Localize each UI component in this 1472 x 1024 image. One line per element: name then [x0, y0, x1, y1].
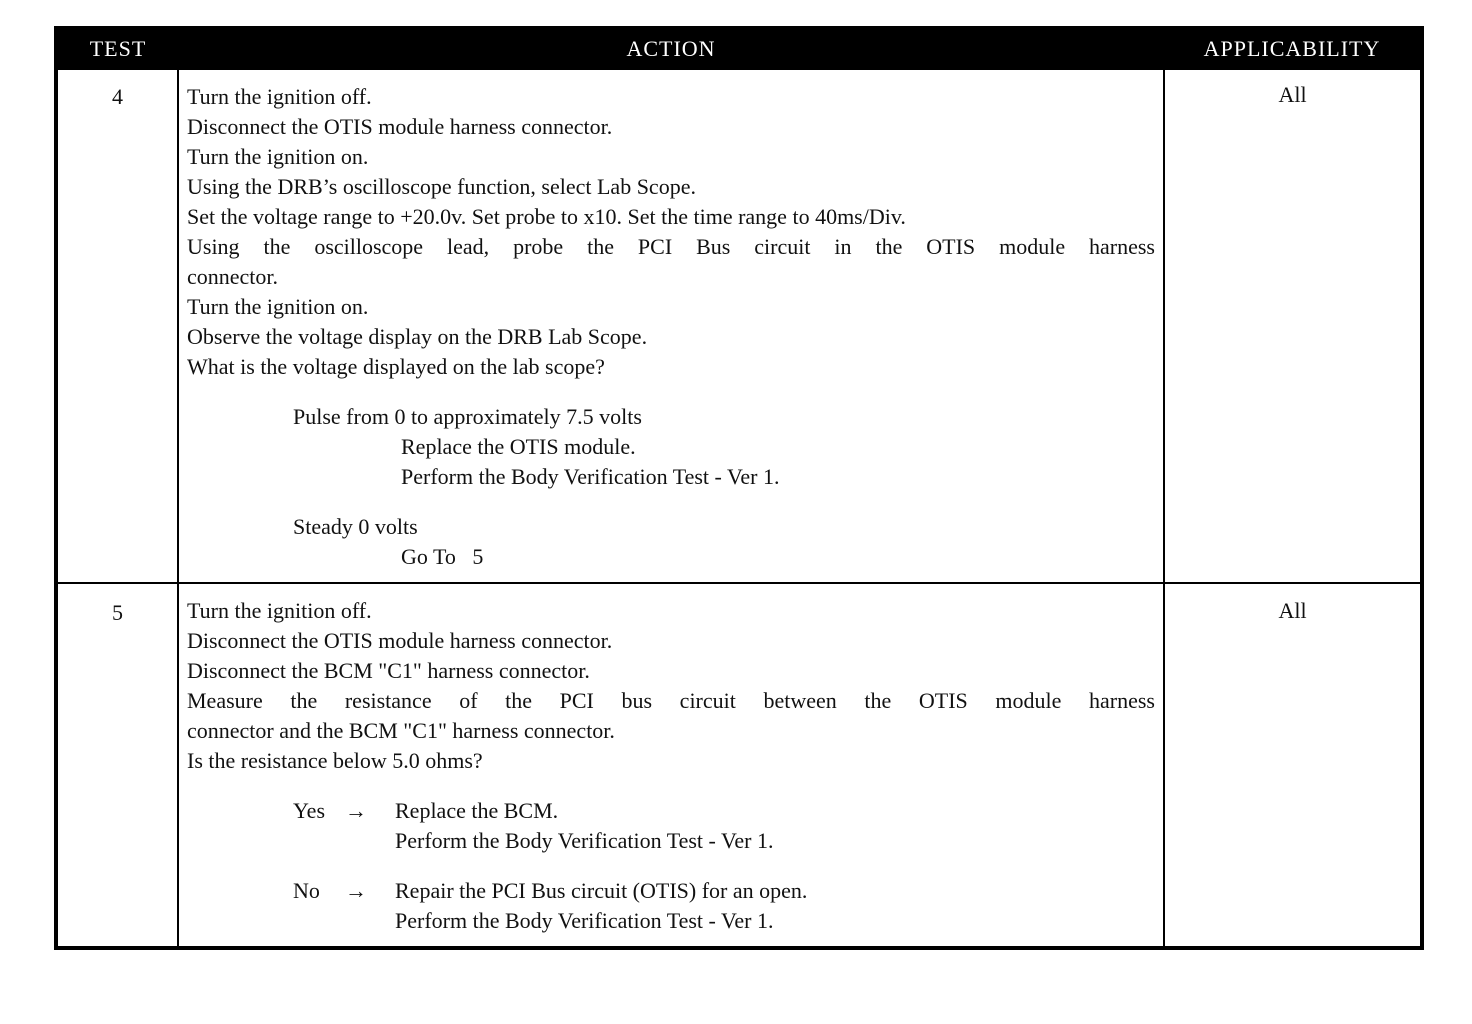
goto-link[interactable]: Go To 5	[401, 544, 484, 569]
table-row-test-5	[56, 583, 1422, 948]
diagnostic-test-table	[54, 26, 1424, 950]
answer-label: No	[293, 878, 320, 903]
test-number: 5	[56, 583, 178, 948]
action-question: What is the voltage displayed on the lab scope?	[187, 354, 605, 379]
test-number: 4	[56, 69, 178, 583]
arrow-icon: →	[345, 878, 367, 903]
applicability-value: All	[1164, 583, 1422, 948]
action-step: Disconnect the OTIS module harness connector.	[187, 114, 613, 139]
header-action: ACTION	[178, 28, 1164, 69]
branch-result: Perform the Body Verification Test - Ver 1.	[401, 464, 780, 489]
action-question: Is the resistance below 5.0 ohms?	[187, 748, 483, 773]
action-step: Set the voltage range to +20.0v. Set probe to x10. Set the time range to 40ms/Div.	[187, 204, 906, 229]
action-cell	[178, 69, 1164, 583]
action-step: Measure the resistance of the PCI bus circuit between the OTIS module harness	[187, 688, 1155, 713]
branch-result: Replace the OTIS module.	[401, 434, 636, 459]
action-step: connector.	[187, 264, 279, 289]
table-row-test-4	[56, 69, 1422, 583]
applicability-value: All	[1164, 69, 1422, 583]
branch-condition: Pulse from 0 to approximately 7.5 volts	[293, 404, 642, 429]
answer-result: Replace the BCM.	[395, 798, 559, 823]
action-step: Observe the voltage display on the DRB Lab Scope.	[187, 324, 648, 349]
result-branch	[293, 402, 1155, 492]
action-step: Turn the ignition on.	[187, 144, 369, 169]
header-test: TEST	[56, 28, 178, 69]
action-step: Disconnect the OTIS module harness connector.	[187, 628, 613, 653]
action-step: Turn the ignition off.	[187, 598, 372, 623]
action-step: connector and the BCM "C1" harness connector.	[187, 718, 615, 743]
table-header-row	[56, 28, 1422, 69]
action-step: Using the DRB’s oscilloscope function, select Lab Scope.	[187, 174, 696, 199]
answer-label: Yes	[293, 798, 326, 823]
action-cell	[178, 583, 1164, 948]
action-step: Turn the ignition on.	[187, 294, 369, 319]
answer-branch-yes	[293, 796, 1155, 856]
action-step: Using the oscilloscope lead, probe the PCI Bus circuit in the OTIS module harness	[187, 234, 1155, 259]
answer-result: Perform the Body Verification Test - Ver 1.	[395, 908, 774, 933]
result-branch	[293, 512, 1155, 572]
branch-condition: Steady 0 volts	[293, 514, 418, 539]
header-applicability: APPLICABILITY	[1164, 28, 1422, 69]
action-step: Disconnect the BCM "C1" harness connector.	[187, 658, 590, 683]
arrow-icon: →	[345, 798, 367, 823]
answer-result: Perform the Body Verification Test - Ver 1.	[395, 828, 774, 853]
answer-branch-no	[293, 876, 1155, 936]
answer-result: Repair the PCI Bus circuit (OTIS) for an open.	[395, 878, 808, 903]
action-step: Turn the ignition off.	[187, 84, 372, 109]
